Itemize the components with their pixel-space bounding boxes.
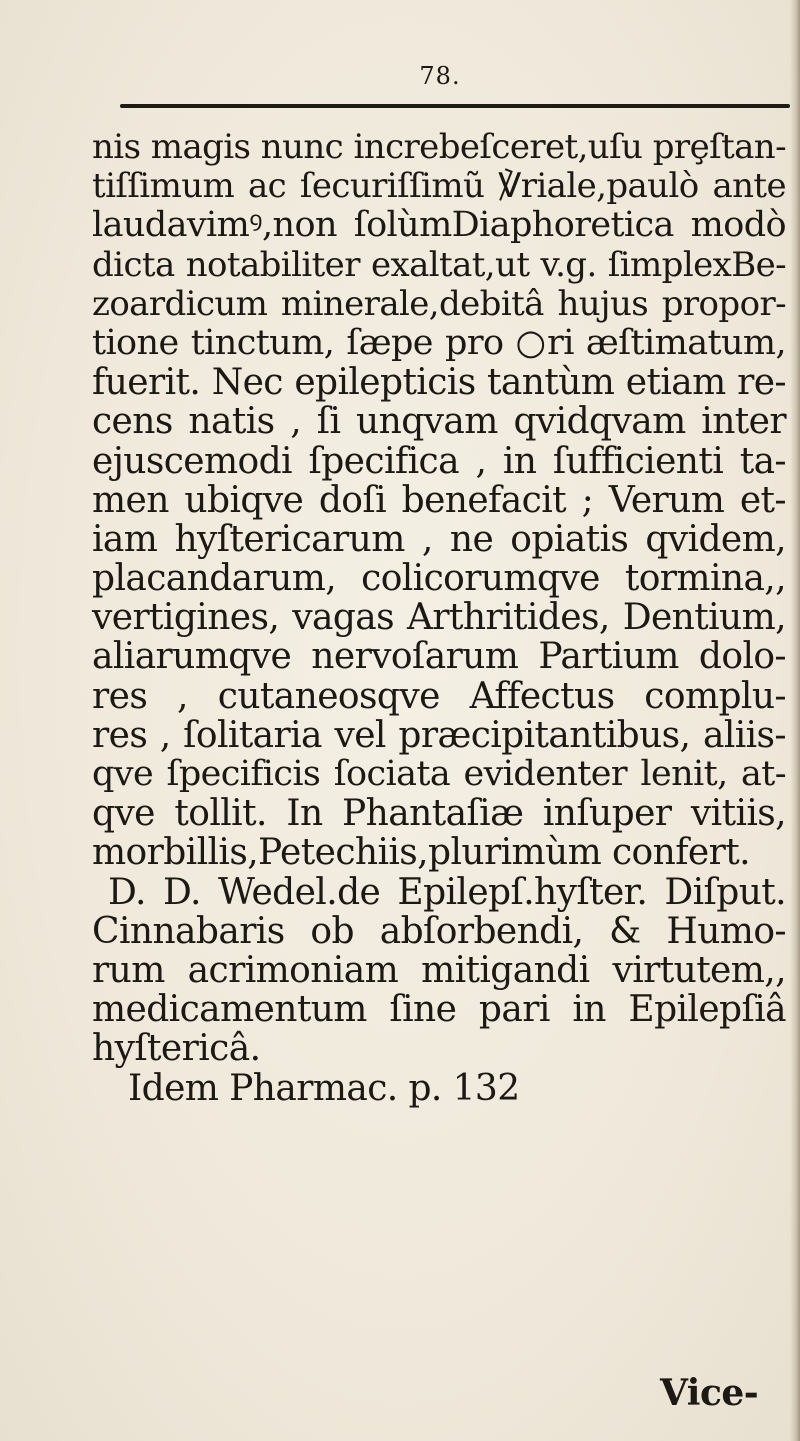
header-rule — [120, 104, 790, 108]
text-line: placandarum, colicorumqve tormina,, — [92, 558, 786, 600]
catchword: Vice- — [660, 1372, 759, 1414]
text-line: nis magis nunc increbeſceret,uſu prȩſtan- — [92, 127, 786, 167]
body-text — [92, 128, 786, 1108]
text-line: zoardicum minerale,debitâ hujus propor- — [92, 283, 786, 324]
page-edge-shadow — [790, 0, 800, 1441]
text-line: iam hyſtericarum , ne opiatis qvidem, — [92, 518, 786, 560]
text-line: medicamentum ſine pari in Epilepſiâ — [92, 989, 786, 1031]
text-line: qve tollit. In Phantaſiæ inſuper vitiis, — [92, 793, 786, 835]
text-line: vertigines, vagas Arthritides, Dentium, — [92, 597, 786, 639]
text-line: laudavimꝰ,non ſolùmDiaphoretica modò — [92, 205, 786, 246]
text-line: res , cutaneosqve Affectus complu- — [92, 675, 786, 717]
text-line: aliarumqve nervoſarum Partium dolo- — [92, 636, 786, 678]
text-line: res , ſolitaria vel præcipitantibus, aliis- — [92, 714, 786, 756]
text-line: ejuscemodi ſpecifica , in ſufficienti ta- — [92, 440, 786, 482]
text-line: rum acrimoniam mitigandi virtutem,, — [92, 949, 786, 991]
page-number: 78. — [419, 62, 461, 90]
text-line: Cinnabaris ob abſorbendi, & Humo- — [92, 910, 786, 952]
text-line: hyſtericâ. — [92, 1028, 261, 1070]
text-line: fuerit. Nec epilepticis tantùm etiam re- — [92, 362, 786, 404]
text-line: cens natis , ſi unqvam qvidqvam inter — [92, 401, 786, 443]
text-line: tiſſimum ac ſecuriſſimũ ℣riale,paulò ante — [92, 166, 786, 207]
citation-line: D. D. Wedel.de Epilepſ.hyſter. Diſput. — [108, 871, 786, 913]
citation-line: Idem Pharmac. p. 132 — [128, 1067, 520, 1109]
text-line: tione tinctum, ſæpe pro ○ri æſtimatum, — [92, 322, 786, 363]
text-line: qve ſpecificis ſociata evidenter lenit, at- — [92, 754, 786, 794]
text-line: men ubiqve doſi benefacit ; Verum et- — [92, 479, 786, 521]
text-line: dicta notabiliter exaltat,ut v.g. ſimplexBe- — [92, 244, 786, 285]
text-line: morbillis,Petechiis,plurimùm confert. — [92, 832, 750, 874]
